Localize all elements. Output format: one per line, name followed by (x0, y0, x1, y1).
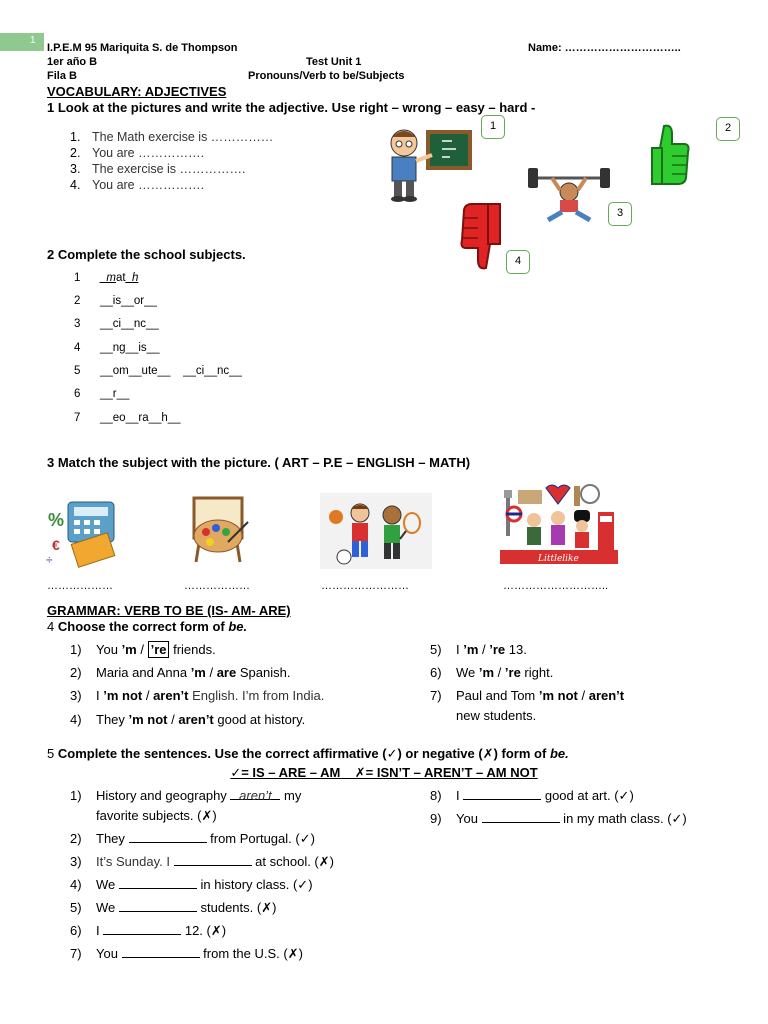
q4-item: 4) They ’m not / aren’t good at history. (70, 712, 306, 727)
q4-item: 6) We ’m / ’re right. (430, 665, 554, 680)
answer-blank[interactable]: aren’t (230, 788, 280, 800)
answer-blank[interactable] (119, 900, 197, 912)
answer-blank[interactable] (129, 831, 207, 843)
q5-instruction: 5 Complete the sentences. Use the correct affirmative (✓) or negative (✗) form of be. (47, 746, 569, 761)
q4-item: 7) Paul and Tom ’m not / aren’t (430, 688, 625, 703)
answer-blank[interactable] (103, 923, 181, 935)
thumbs-down-icon (458, 200, 502, 272)
page-number: 1 (0, 33, 44, 51)
answer-blank[interactable] (463, 788, 541, 800)
match-answer-line[interactable]: ……………… (47, 580, 113, 592)
picture-number-box: 1 (481, 115, 505, 139)
kids-sports-icon (320, 493, 432, 569)
vocab-item: 2. You are ……………. (70, 146, 205, 160)
option-b[interactable]: ’re (504, 665, 521, 680)
q5-item: 7) You from the U.S. (✗) (70, 946, 303, 961)
london-collage-icon (500, 482, 618, 568)
option-a[interactable]: ’m not (128, 712, 168, 727)
q5-item: 3) It’s Sunday. I at school. (✗) (70, 854, 334, 869)
test-label: Test Unit 1 (306, 56, 362, 68)
q5-item: 5) We students. (✗) (70, 900, 277, 915)
weightlifter-icon (526, 160, 612, 226)
school-name: I.P.E.M 95 Mariquita S. de Thompson (47, 42, 238, 54)
answer-blank[interactable] (482, 811, 560, 823)
q4-item: 1) You ’m / ’re friends. (70, 642, 216, 657)
match-answer-line[interactable]: ……………… (184, 580, 250, 592)
picture-number-box: 4 (506, 250, 530, 274)
svg-text:€: € (52, 537, 60, 553)
q4-item: 3) I ’m not / aren’t English. I’m from India. (70, 688, 325, 703)
match-answer-line[interactable]: …………………… (321, 580, 409, 592)
q5-item: 9) You in my math class. (✓) (430, 811, 687, 826)
picture-number-box: 2 (716, 117, 740, 141)
subject-item[interactable]: 6 __r__ (74, 388, 130, 400)
math-calculator-icon (44, 498, 124, 568)
q5-item: 4) We in history class. (✓) (70, 877, 313, 892)
svg-text:%: % (48, 510, 65, 530)
answer-blank[interactable] (119, 877, 197, 889)
option-b[interactable]: aren’t (588, 688, 625, 703)
option-a[interactable]: ’m (463, 642, 479, 657)
subject-item: 1 _mat_h (74, 272, 139, 284)
option-a[interactable]: ’m (121, 642, 137, 657)
topics-label: Pronouns/Verb to be/Subjects (248, 70, 405, 82)
answer-blank[interactable] (122, 946, 200, 958)
grammar-heading: GRAMMAR: VERB TO BE (IS- AM- ARE) (47, 603, 291, 618)
svg-text:÷: ÷ (46, 553, 53, 567)
q4-instruction: 4 Choose the correct form of be. (47, 619, 248, 634)
boy-at-blackboard-icon (380, 125, 476, 205)
q4-item: 5) I ’m / ’re 13. (430, 642, 527, 657)
subject-item[interactable]: 4 __ng__is__ (74, 342, 160, 354)
art-palette-icon (182, 492, 254, 568)
q5-item-continuation: favorite subjects. (✗) (96, 808, 217, 823)
answer-blank[interactable] (174, 854, 252, 866)
option-b[interactable]: ’re (148, 641, 170, 658)
option-b[interactable]: aren’t (153, 688, 189, 703)
svg-text:Littlelike: Littlelike (538, 554, 579, 564)
name-field[interactable]: Name: ………………………….. (528, 42, 681, 54)
q4-item: 2) Maria and Anna ’m / are Spanish. (70, 665, 291, 680)
option-b[interactable]: ’re (489, 642, 506, 657)
picture-number-box: 3 (608, 202, 632, 226)
subjects-instruction: 2 Complete the school subjects. (47, 247, 246, 262)
subject-item[interactable]: 5 __om__ute__ __ci__nc__ (74, 365, 242, 377)
vocab-heading: VOCABULARY: ADJECTIVES (47, 84, 227, 99)
vocab-item: 4. You are ……………. (70, 178, 205, 192)
vocab-instruction: 1 Look at the pictures and write the adjective. Use right – wrong – easy – hard - (47, 100, 536, 115)
answer-legend: ✓= IS – ARE – AM ✗= ISN’T – AREN’T – AM NOT (230, 765, 538, 780)
thumbs-up-icon (650, 122, 692, 188)
match-answer-line[interactable]: ……………………….. (503, 580, 609, 592)
vocab-item: 3. The exercise is ……………. (70, 162, 246, 176)
option-a[interactable]: ’m not (538, 688, 578, 703)
subject-item[interactable]: 3 __ci__nc__ (74, 318, 159, 330)
row-label: Fila B (47, 70, 77, 82)
subject-item[interactable]: 2 __is__or__ (74, 295, 157, 307)
match-instruction: 3 Match the subject with the picture. ( ART – P.E – ENGLISH – MATH) (47, 455, 471, 470)
q5-item: 1) History and geography aren’t my (70, 788, 302, 803)
option-b[interactable]: are (216, 665, 237, 680)
option-b[interactable]: aren’t (178, 712, 214, 727)
q5-item: 2) They from Portugal. (✓) (70, 831, 315, 846)
option-a[interactable]: ’m (190, 665, 206, 680)
vocab-item: 1. The Math exercise is …………… (70, 130, 274, 144)
option-a[interactable]: ’m (478, 665, 495, 680)
vocab-list (70, 130, 273, 194)
q4-item-continuation: new students. (456, 708, 537, 723)
grade-label: 1er año B (47, 56, 98, 68)
subject-item[interactable]: 7 __eo__ra__h__ (74, 412, 181, 424)
q5-item: 6) I 12. (✗) (70, 923, 227, 938)
q5-item: 8) I good at art. (✓) (430, 788, 634, 803)
option-a[interactable]: ’m not (103, 688, 143, 703)
